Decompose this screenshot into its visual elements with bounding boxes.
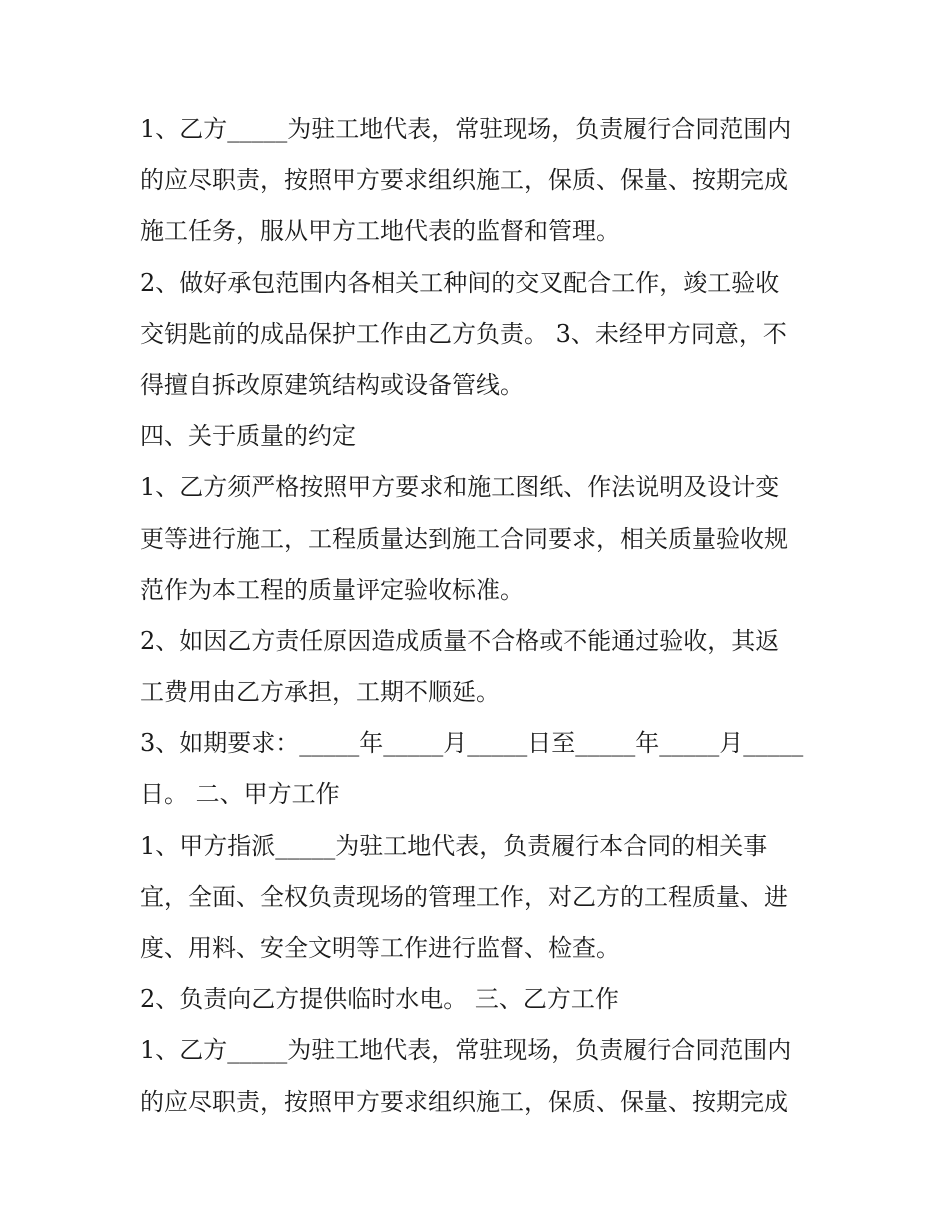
text-line: 3、如期要求：_____年_____月_____日至_____年_____月_____	[140, 729, 804, 758]
text-line: 工费用由乙方承担，工期不顺延。	[140, 678, 500, 707]
text-line: 1、乙方_____为驻工地代表，常驻现场，负责履行合同范围内	[140, 1036, 792, 1065]
text-line: 的应尽职责，按照甲方要求组织施工，保质、保量、按期完成	[140, 166, 788, 195]
section-heading: 四、关于质量的约定	[140, 422, 356, 451]
text-line: 得擅自拆改原建筑结构或设备管线。	[140, 370, 524, 399]
text-line: 的应尽职责，按照甲方要求组织施工，保质、保量、按期完成	[140, 1087, 788, 1116]
text-line: 更等进行施工，工程质量达到施工合同要求，相关质量验收规	[140, 524, 788, 553]
text-line: 交钥匙前的成品保护工作由乙方负责。 3、未经甲方同意，不	[140, 319, 787, 348]
text-line: 宜，全面、全权负责现场的管理工作，对乙方的工程质量、进	[140, 882, 788, 911]
text-line: 日。 二、甲方工作	[140, 780, 340, 809]
text-line: 2、负责向乙方提供临时水电。 三、乙方工作	[140, 985, 619, 1014]
text-line: 1、乙方须严格按照甲方要求和施工图纸、作法说明及设计变	[140, 473, 780, 502]
text-line: 范作为本工程的质量评定验收标准。	[140, 575, 524, 604]
contract-text	[140, 104, 820, 1128]
text-line: 2、做好承包范围内各相关工种间的交叉配合工作，竣工验收	[140, 268, 780, 297]
text-line: 1、甲方指派_____为驻工地代表，负责履行本合同的相关事	[140, 831, 768, 860]
text-line: 度、用料、安全文明等工作进行监督、检查。	[140, 934, 620, 962]
text-line: 2、如因乙方责任原因造成质量不合格或不能通过验收，其返	[140, 626, 780, 655]
text-line: 施工任务，服从甲方工地代表的监督和管理。	[140, 217, 620, 246]
text-line: 1、乙方_____为驻工地代表，常驻现场，负责履行合同范围内	[140, 115, 792, 143]
